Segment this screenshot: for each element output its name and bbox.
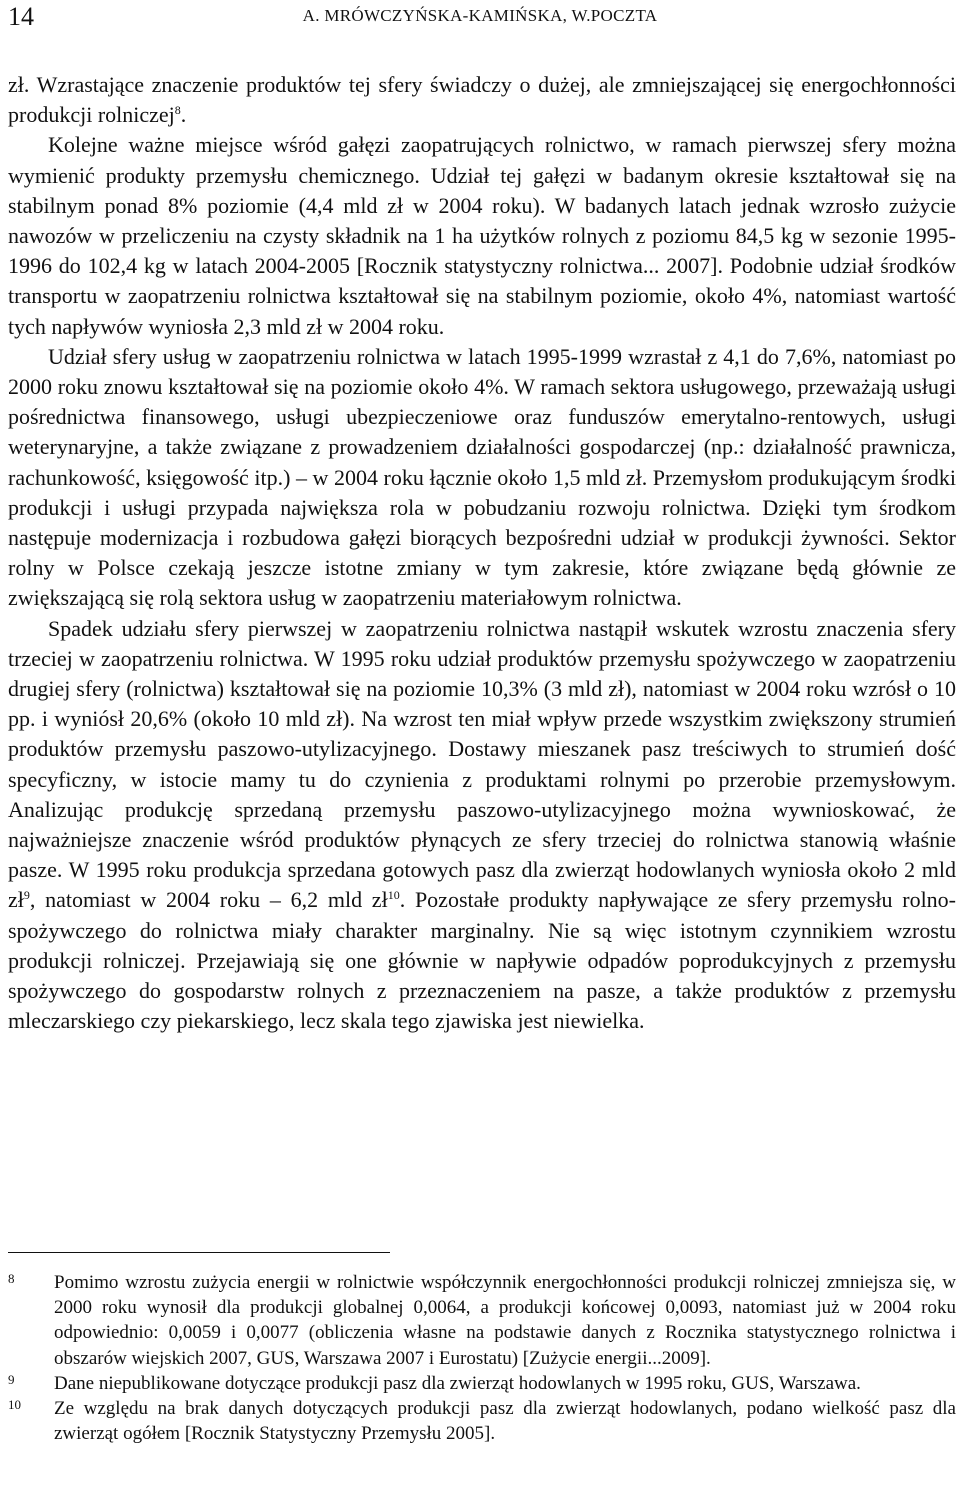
footnote-10: [8, 1396, 956, 1446]
footnote-mark: 9: [8, 1371, 15, 1387]
footnote-ref-8: 8: [174, 103, 181, 118]
paragraph-2: Kolejne ważne miejsce wśród gałęzi zaopatrujących rolnictwo, w ramach pierwszej sfery można wymienić produkty przemysłu chemicznego. Udział tej gałęzi w badanym okresie kształtował się na stabilnym ponad 8% poziomie (4,4 mld zł w 2004 roku). W badanych latach jednak wzrosło zużycie nawozów w przeliczeniu na czysty składnik na 1 ha użytków rolnych z poziomu 84,5 kg w sezonie 1995-1996 do 102,4 kg w latach 2004-2005 [Rocznik statystyczny rolnictwa... 2007]. Podobnie udział środków transportu w zaopatrzeniu rolnictwa kształtował się na stabilnym poziomie, około 4%, natomiast wartość tych napływów wyniosła 2,3 mld zł w 2004 roku.: [8, 132, 956, 339]
footnote-mark: 10: [8, 1397, 21, 1413]
paragraph-1-end: .: [180, 102, 187, 128]
paragraph-4: [8, 614, 956, 1037]
main-text: [8, 70, 956, 1037]
paragraph-3: Udział sfery usług w zaopatrzeniu rolnictwa w latach 1995-1999 wzrastał z 4,1 do 7,6%, natomiast po 2000 roku znowu kształtował się na poziomie około 4%. W ramach sektora usługowego, przeważają usługi pośrednictwa finansowego, usługi ubezpieczeniowe oraz funduszów emerytalno-rentowych, usługi weterynaryjne, a także związane z prowadzeniem działalności gospodarczej (np.: działalność prawnicza, rachunkowość, księgowość itp.) – w 2004 roku łącznie około 1,5 mld zł. Przemysłom produkującym środki produkcji i usługi przypada największa rola w pobudzaniu rozwoju rolnictwa. Dzięki tym środkom następuje modernizacja i rozbudowa gałęzi biorących bezpośredni udział w produkcji żywności. Sektor rolny w Polsce czekają jeszcze istotne zmiany w tym zakresie, które związane będą głównie ze zwiększającą się rolą sektora usług w zaopatrzeniu materiałowym rolnictwa.: [8, 343, 956, 611]
footnote-mark: 8: [8, 1271, 15, 1286]
footnote-text: Dane niepublikowane dotyczące produkcji pasz dla zwierząt hodowlanych w 1995 roku, GUS, Warszawa.: [54, 1372, 861, 1394]
footnote-9: [8, 1371, 956, 1396]
paragraph-4-part-a: Spadek udziału sfery pierwszej w zaopatrzeniu rolnictwa nastąpił wskutek wzrostu znaczenia sfery trzeciej w zaopatrzeniu rolnictwa. W 1995 roku udział produktów przemysłu spożywczego w zaopatrzeniu drugiej sfery (rolnictwa) kształtował się na poziomie 10,3% (3 mld zł), natomiast w 2004 roku wzrósł o 10 pp. i wyniósł 20,6% (około 10 mld zł). Na wzrost ten miał wpływ przede wszystkim zwiększony strumień produktów przemysłu paszowo-utylizacyjnego. Dostawy mieszanek pasz treściwych to strumień dość specyficzny, w istocie mamy tu do czynienia z produktami rolnymi po przerobie przemysłowym. Analizując produkcję sprzedaną przemysłu paszowo-utylizacyjnego można wywnioskować, że najważniejsze znaczenie wśród produktów płynących ze sfery trzeciej do rolnictwa stanowią właśnie pasze. W 1995 roku produkcja sprzedana gotowych pasz dla zwierząt hodowlanych wyniosła około 2 mld zł: [8, 615, 956, 913]
paragraph-4-part-b: , natomiast w 2004 roku – 6,2 mld zł: [29, 887, 388, 913]
footnote-ref-9: 9: [23, 888, 30, 903]
footnote-text: Pomimo wzrostu zużycia energii w rolnictwie współczynnik energochłonności produkcji rolniczej zmniejsza się, w 2000 roku wynosił dla produkcji globalnej 0,0064, a produkcji końcowej 0,0093, natomiast już w 2004 roku odpowiednio: 0,0059 i 0,0077 (obliczenia własne na podstawie danych z Rocznika statystycznego rolnictwa i obszarów wiejskich 2007, GUS, Warszawa 2007 i Eurostatu) [Zużycie energii...2009].: [54, 1272, 956, 1369]
running-head: A. MRÓWCZYŃSKA-KAMIŃSKA, W.POCZTA: [302, 6, 658, 25]
footnote-8: [8, 1270, 956, 1371]
paragraph-1: [8, 70, 956, 130]
footnote-text: Ze względu na brak danych dotyczących produkcji pasz dla zwierząt hodowlanych, podano wielkość pasz dla zwierząt ogółem [Rocznik Statystyczny Przemysłu 2005].: [54, 1398, 956, 1445]
paragraph-4-part-c: . Pozostałe produkty napływające ze sfery przemysłu rolno-spożywczego do rolnictwa miały charakter marginalny. Nie są więc istotnym czynnikiem wzrostu produkcji rolniczej. Przejawiają się one głównie w napływie odpadów poprodukcyjnych z przemysłu spożywczego do gospodarstw rolnych z przeznaczeniem na pasze, a także produktów z przemysłu mleczarskiego czy piekarskiego, lecz skala tego zjawiska jest niewielka.: [8, 887, 957, 1034]
footnote-divider: [8, 1252, 390, 1253]
footnote-ref-10: 10: [387, 888, 400, 903]
paragraph-1-text: zł. Wzrastające znaczenie produktów tej sfery świadczy o dużej, ale zmniejszającej się energochłonności produkcji rolniczej: [8, 72, 956, 128]
page-number: 14: [8, 2, 34, 31]
footnotes: [8, 1270, 956, 1446]
